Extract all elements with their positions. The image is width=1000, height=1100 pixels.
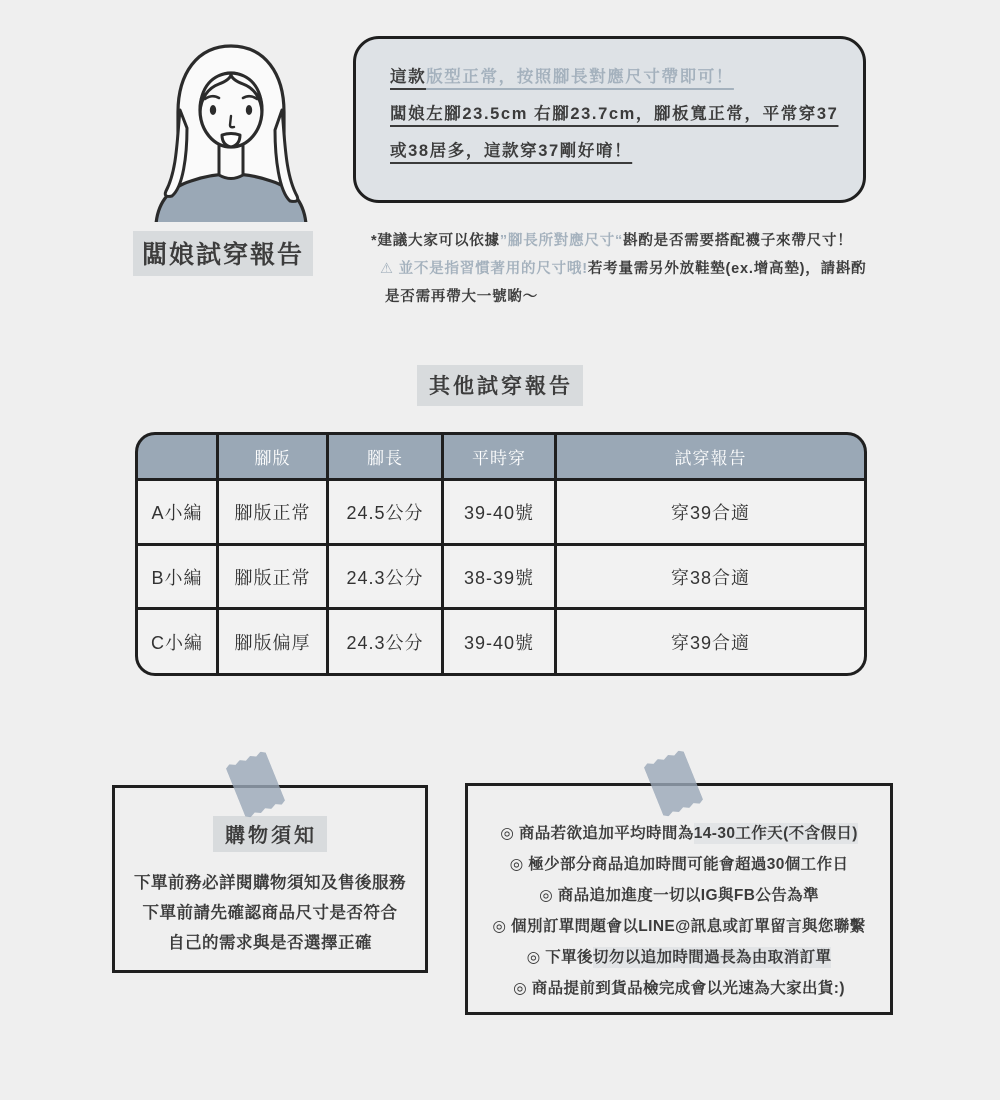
avatar-label: 闆娘試穿報告 xyxy=(133,231,313,276)
avatar-eye-right xyxy=(246,105,252,115)
sizing-advisory-note xyxy=(371,227,876,311)
table-row-b-usual-size: 38-39號 xyxy=(444,546,554,607)
table-row-a-name: A小編 xyxy=(138,481,216,543)
table-header-usual-size: 平時穿 xyxy=(444,435,554,478)
table-header-foot-shape: 腳版 xyxy=(219,435,326,478)
table-header-blank xyxy=(138,435,216,478)
policy-highlight-1: 14-30工作天(不含假日) xyxy=(693,825,858,842)
bubble-line-2: 闆娘左腳23.5cm 右腳23.7cm，腳板寬正常，平常穿37 xyxy=(390,105,839,123)
shopping-notice-box xyxy=(112,785,428,973)
shopping-notice-title: 購物須知 xyxy=(213,816,327,852)
table-row-c-foot-length: 24.3公分 xyxy=(329,610,441,673)
table-row-c-foot-shape: 腳版偏厚 xyxy=(219,610,326,673)
bubble-line-1 xyxy=(390,65,829,102)
avatar-mouth xyxy=(222,134,240,148)
table-row-a-fit-report: 穿39合適 xyxy=(557,481,864,543)
table-row-b-fit-report: 穿38合適 xyxy=(557,546,864,607)
table-row-c-usual-size: 39-40號 xyxy=(444,610,554,673)
policy-item-5: ◎ 下單後切勿以追加時間過長為由取消訂單 xyxy=(526,949,832,966)
speech-bubble xyxy=(353,36,866,203)
note-line-3: 是否需再帶大一號喲～ xyxy=(385,289,538,305)
avatar-eye-left xyxy=(210,105,216,115)
policy-highlight-5: 切勿以追加時間過長為由取消訂單 xyxy=(592,949,832,966)
table-header-foot-length: 腳長 xyxy=(329,435,441,478)
table-row-c-fit-report: 穿39合適 xyxy=(557,610,864,673)
note-line-1: *建議大家可以依據”腳長所對應尺寸“斟酌是否需要搭配襪子來帶尺寸！ xyxy=(371,233,853,249)
policy-item-1: ◎ 商品若欲追加平均時間為14-30工作天(不含假日) xyxy=(500,825,858,842)
note-line-2: ⚠ 並不是指習慣著用的尺寸哦!若考量需另外放鞋墊(ex.增高墊)，請斟酌 xyxy=(380,261,867,277)
shopping-notice-lines xyxy=(115,868,425,958)
fit-report-table xyxy=(135,432,867,676)
notice-line-1: 下單前務必詳閱購物須知及售後服務 xyxy=(134,874,406,892)
table-row-b-name: B小編 xyxy=(138,546,216,607)
woman-avatar-svg xyxy=(150,38,312,222)
table-row-b-foot-length: 24.3公分 xyxy=(329,546,441,607)
other-reports-heading-row xyxy=(0,365,1000,406)
notice-line-3: 自己的需求與是否選擇正確 xyxy=(168,934,372,952)
warning-icon: ⚠ 並不是指習慣著用的尺寸哦! xyxy=(380,261,588,277)
bubble-line1-light: 版型正常，按照腳長對應尺寸帶即可！ xyxy=(426,68,734,86)
policy-item-3: ◎ 商品追加進度一切以IG與FB公告為準 xyxy=(539,887,819,904)
table-row-a-foot-shape: 腳版正常 xyxy=(219,481,326,543)
bubble-line-3: 或38居多，這款穿37剛好唷！ xyxy=(390,142,633,160)
table-row-a-usual-size: 39-40號 xyxy=(444,481,554,543)
policy-item-2: ◎ 極少部分商品追加時間可能會超過30個工作日 xyxy=(509,856,849,873)
other-reports-heading: 其他試穿報告 xyxy=(417,365,583,406)
notice-line-2: 下單前請先確認商品尺寸是否符合 xyxy=(142,904,398,922)
policy-item-4: ◎ 個別訂單問題會以LINE@訊息或訂單留言與您聯繫 xyxy=(492,918,866,935)
table-row-a-foot-length: 24.5公分 xyxy=(329,481,441,543)
woman-avatar-illustration xyxy=(150,38,312,222)
policy-item-6: ◎ 商品提前到貨品檢完成會以光速為大家出貨:) xyxy=(513,980,845,997)
table-row-b-foot-shape: 腳版正常 xyxy=(219,546,326,607)
order-policy-box xyxy=(465,783,893,1015)
bubble-line1-dark: 這款 xyxy=(390,68,427,86)
table-header-fit-report: 試穿報告 xyxy=(557,435,864,478)
table-row-c-name: C小編 xyxy=(138,610,216,673)
